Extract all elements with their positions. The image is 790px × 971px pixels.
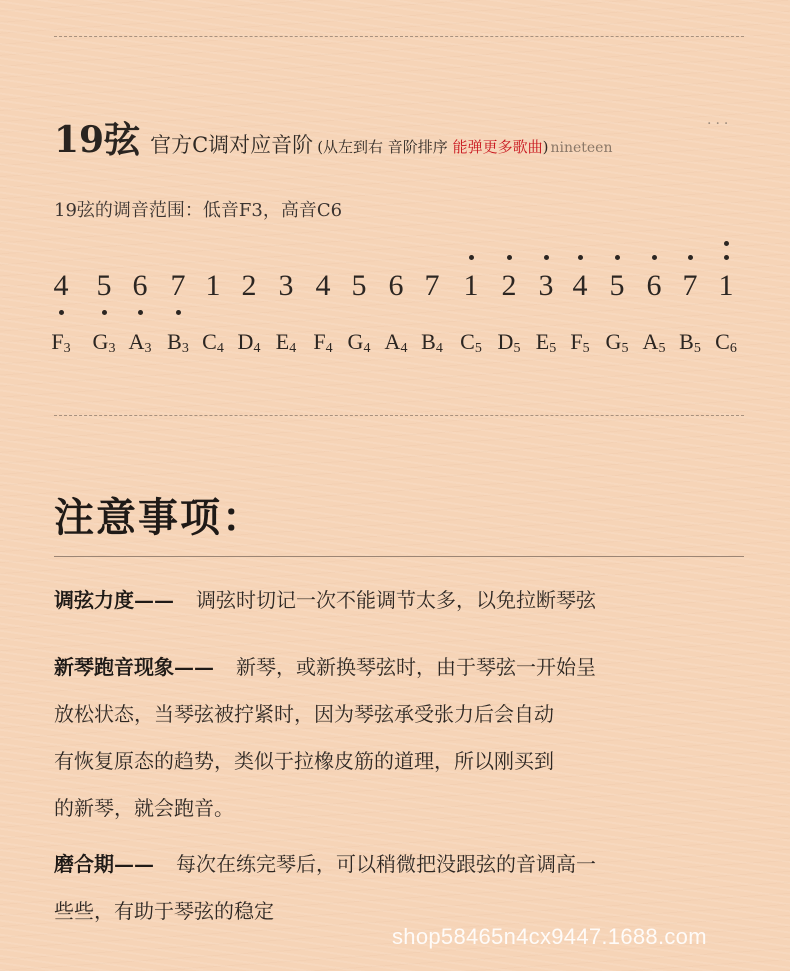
scale-number: 2 bbox=[241, 269, 257, 302]
scale-number: 4 bbox=[53, 269, 69, 302]
octave-dot-above bbox=[724, 255, 729, 260]
title-note-red: 能弹更多歌曲 bbox=[452, 138, 543, 156]
scale-number: 5 bbox=[96, 269, 112, 302]
notice-item-tuning-force bbox=[54, 577, 754, 624]
scale-number: 6 bbox=[132, 269, 148, 302]
octave-dot-below bbox=[176, 310, 181, 315]
note-name: $E_5$ bbox=[535, 329, 557, 356]
octave-dot-above bbox=[578, 255, 583, 260]
scale-number: 6 bbox=[646, 269, 662, 302]
note-name: $E_4$ bbox=[275, 329, 297, 356]
octave-dot-above bbox=[615, 255, 620, 260]
note-name: $G_4$ bbox=[347, 329, 371, 356]
note-name: $F_4$ bbox=[313, 329, 333, 356]
octave-dot-above bbox=[469, 255, 474, 260]
octave-dot-below bbox=[59, 310, 64, 315]
scale-number: 3 bbox=[278, 269, 294, 302]
notice-text: 每次在练完琴后，可以稍微把没跟弦的音调高一 bbox=[176, 852, 596, 876]
note-name: $A_3$ bbox=[128, 329, 152, 356]
notice-label: 调弦力度—— bbox=[54, 588, 174, 612]
title-note-suffix: ) bbox=[542, 138, 549, 156]
scale-number: 3 bbox=[538, 269, 554, 302]
note-name: $B_4$ bbox=[421, 329, 443, 356]
note-name: $G_5$ bbox=[605, 329, 629, 356]
heading-underline bbox=[54, 556, 744, 557]
notice-text: 新琴，或新换琴弦时，由于琴弦一开始呈 bbox=[236, 655, 596, 679]
strings-count-title: 19弦 bbox=[54, 119, 141, 161]
scale-number: 5 bbox=[351, 269, 367, 302]
scale-number: 4 bbox=[572, 269, 588, 302]
shop-watermark: shop58465n4cx9447.1688.com bbox=[392, 924, 707, 949]
title-note-prefix: (从左到右 音阶排序 bbox=[317, 138, 453, 156]
note-name: $F_5$ bbox=[570, 329, 590, 356]
scale-number: 2 bbox=[501, 269, 517, 302]
title-subtitle: 官方C调对应音阶 bbox=[150, 133, 314, 157]
note-name: $G_3$ bbox=[92, 329, 116, 356]
notice-item-break-in bbox=[54, 841, 754, 935]
note-name: $C_4$ bbox=[202, 329, 224, 356]
octave-dot-above bbox=[544, 255, 549, 260]
decorative-ellipsis: ··· bbox=[707, 116, 733, 132]
note-name: $A_5$ bbox=[642, 329, 666, 356]
notice-text: 的新琴，就会跑音。 bbox=[54, 796, 234, 820]
scale-number: 1 bbox=[718, 269, 734, 302]
note-name: $B_3$ bbox=[167, 329, 189, 356]
notice-item-new-string-detune bbox=[54, 644, 754, 832]
scale-number: 7 bbox=[682, 269, 698, 302]
scale-number: 7 bbox=[170, 269, 186, 302]
scale-number: 4 bbox=[315, 269, 331, 302]
note-name: $D_4$ bbox=[237, 329, 261, 356]
note-name: $F_3$ bbox=[51, 329, 71, 356]
octave-dot-above bbox=[507, 255, 512, 260]
scale-number: 5 bbox=[609, 269, 625, 302]
octave-dot-above bbox=[652, 255, 657, 260]
octave-dot-above bbox=[724, 241, 729, 246]
notice-text: 调弦时切记一次不能调节太多，以免拉断琴弦 bbox=[196, 588, 596, 612]
scale-number: 7 bbox=[424, 269, 440, 302]
scale-number: 1 bbox=[205, 269, 221, 302]
tuning-range: 19弦的调音范围：低音F3，高音C6 bbox=[54, 200, 343, 221]
title-english: nineteen bbox=[550, 140, 613, 156]
scale-notation bbox=[0, 0, 790, 380]
notice-text: 些些，有助于琴弦的稳定 bbox=[54, 899, 274, 923]
scale-number: 1 bbox=[463, 269, 479, 302]
note-name: $B_5$ bbox=[679, 329, 701, 356]
note-name: $A_4$ bbox=[384, 329, 408, 356]
octave-dot-above bbox=[688, 255, 693, 260]
scale-number: 6 bbox=[388, 269, 404, 302]
notice-text: 有恢复原态的趋势，类似于拉橡皮筋的道理，所以刚买到 bbox=[54, 749, 554, 773]
note-name: $D_5$ bbox=[497, 329, 521, 356]
notice-text: 放松状态，当琴弦被拧紧时，因为琴弦承受张力后会自动 bbox=[54, 702, 554, 726]
middle-dashed-divider bbox=[54, 415, 744, 416]
octave-dot-below bbox=[102, 310, 107, 315]
note-name: $C_5$ bbox=[460, 329, 482, 356]
notice-label: 新琴跑音现象—— bbox=[54, 655, 214, 679]
note-name: $C_6$ bbox=[715, 329, 737, 356]
octave-dot-below bbox=[138, 310, 143, 315]
notice-heading: 注意事项： bbox=[54, 494, 264, 541]
notice-label: 磨合期—— bbox=[54, 852, 154, 876]
